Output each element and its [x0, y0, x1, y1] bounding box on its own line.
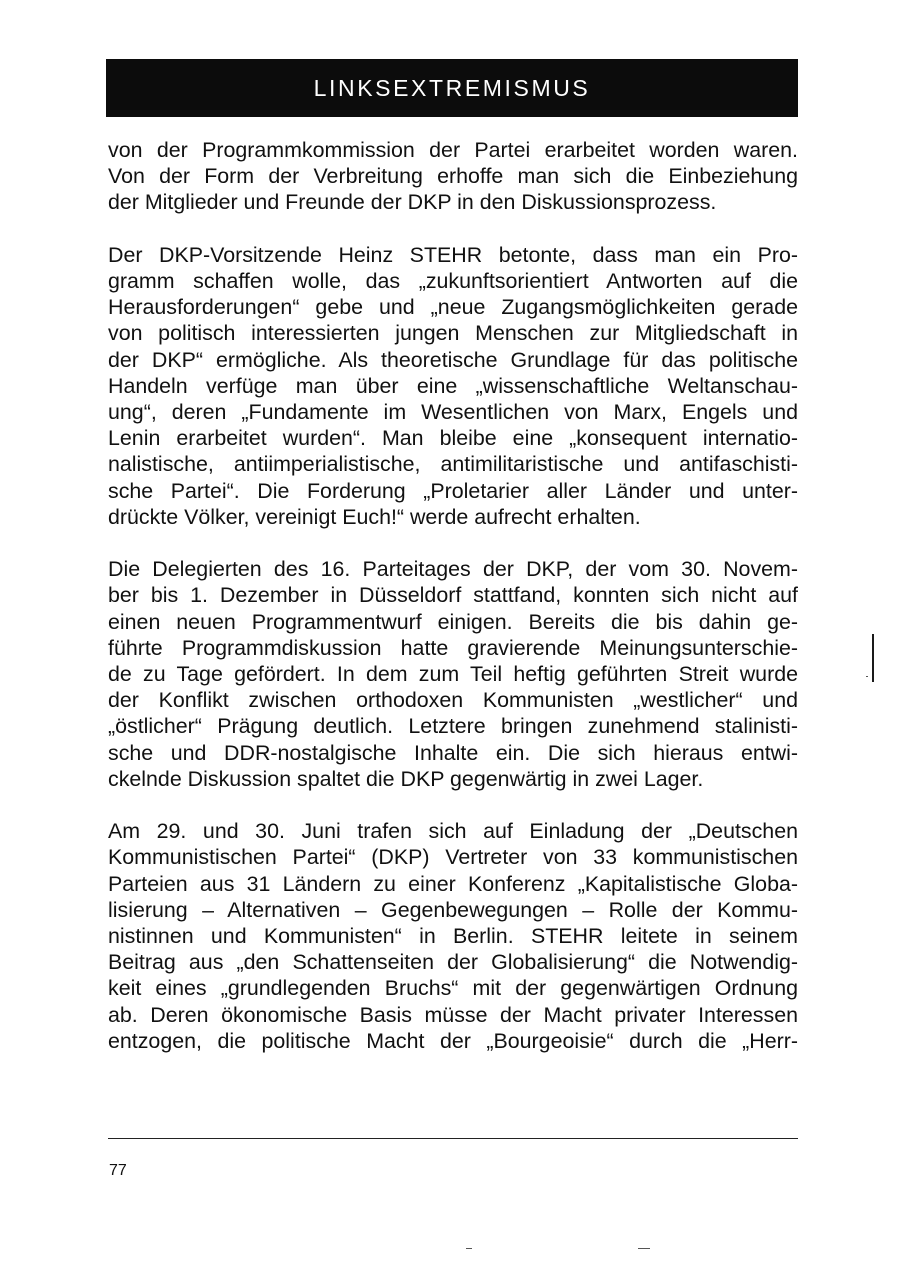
text-line: nalistische, antiimperialistische, antimilitaristische und antifaschisti- [108, 452, 798, 477]
text-line: Die Delegierten des 16. Parteitages der DKP, der vom 30. Novem- [108, 557, 798, 582]
scan-mark [638, 1248, 650, 1249]
section-title: LINKSEXTREMISMUS [313, 74, 591, 101]
scan-mark [466, 1248, 472, 1249]
text-line: der Konflikt zwischen orthodoxen Kommunisten „westlicher“ und [108, 688, 798, 713]
text-line: „östlicher“ Prägung deutlich. Letztere bringen zunehmend stalinisti- [108, 714, 798, 739]
scan-mark [866, 676, 868, 677]
text-line: drückte Völker, vereinigt Euch!“ werde aufrecht erhalten. [108, 504, 641, 529]
text-line: de zu Tage gefördert. In dem zum Teil heftig geführten Streit wurde [108, 662, 798, 687]
text-line: der DKP“ ermögliche. Als theoretische Grundlage für das politische [108, 347, 798, 372]
text-line: keit eines „grundlegenden Bruchs“ mit der gegenwärtigen Ordnung [108, 976, 798, 1001]
section-header-bar [106, 59, 798, 117]
paragraph [108, 242, 798, 530]
text-line: Parteien aus 31 Ländern zu einer Konferenz „Kapitalistische Globa- [108, 871, 798, 896]
text-line: Lenin erarbeitet wurden“. Man bleibe eine „konsequent internatio- [108, 426, 798, 451]
paragraph [108, 556, 798, 792]
text-line: gramm schaffen wolle, das „zukunftsorientiert Antworten auf die [108, 269, 798, 293]
text-line: Von der Form der Verbreitung erhoffe man sich die Einbeziehung [108, 164, 798, 189]
text-line: lisierung – Alternativen – Gegenbewegungen – Rolle der Kommu- [108, 897, 798, 922]
text-line: von der Programmkommission der Partei erarbeitet worden waren. [108, 138, 798, 162]
text-line: führte Programmdiskussion hatte gravierende Meinungsunterschie- [108, 635, 798, 660]
text-line: nistinnen und Kommunisten“ in Berlin. STEHR leitete in seinem [108, 924, 798, 949]
paragraph [108, 818, 798, 1054]
text-line: der Mitglieder und Freunde der DKP in den Diskussionsprozess. [108, 190, 717, 215]
paragraph [108, 137, 798, 216]
text-line: ab. Deren ökonomische Basis müsse der Macht privater Interessen [108, 1002, 798, 1027]
text-line: Der DKP-Vorsitzende Heinz STEHR betonte, dass man ein Pro- [108, 242, 798, 267]
text-line: von politisch interessierten jungen Menschen zur Mitgliedschaft in [108, 321, 798, 346]
text-line: Kommunistischen Partei“ (DKP) Vertreter von 33 kommunistischen [108, 845, 798, 870]
text-line: Beitrag aus „den Schattenseiten der Globalisierung“ die Notwendig- [108, 950, 798, 975]
text-line: ber bis 1. Dezember in Düsseldorf stattfand, konnten sich nicht auf [108, 583, 798, 608]
text-line: sche und DDR-nostalgische Inhalte ein. Die sich hieraus entwi- [108, 740, 798, 765]
text-line: einen neuen Programmentwurf einigen. Bereits die bis dahin ge- [108, 609, 798, 634]
body-text [108, 137, 798, 1080]
text-line: sche Partei“. Die Forderung „Proletarier aller Länder und unter- [108, 478, 798, 503]
margin-change-bar [872, 634, 874, 682]
text-line: ung“, deren „Fundamente im Wesentlichen von Marx, Engels und [108, 400, 798, 425]
text-line: Am 29. und 30. Juni trafen sich auf Einladung der „Deutschen [108, 819, 798, 844]
text-line: Handeln verfüge man über eine „wissenschaftliche Weltanschau- [108, 373, 798, 398]
text-line: entzogen, die politische Macht der „Bourgeoisie“ durch die „Herr- [108, 1028, 798, 1053]
text-line: ckelnde Diskussion spaltet die DKP gegenwärtig in zwei Lager. [108, 766, 704, 791]
page-number: 77 [109, 1162, 127, 1179]
footer-rule [108, 1138, 798, 1139]
text-line: Herausforderungen“ gebe und „neue Zugangsmöglichkeiten gerade [108, 295, 798, 320]
